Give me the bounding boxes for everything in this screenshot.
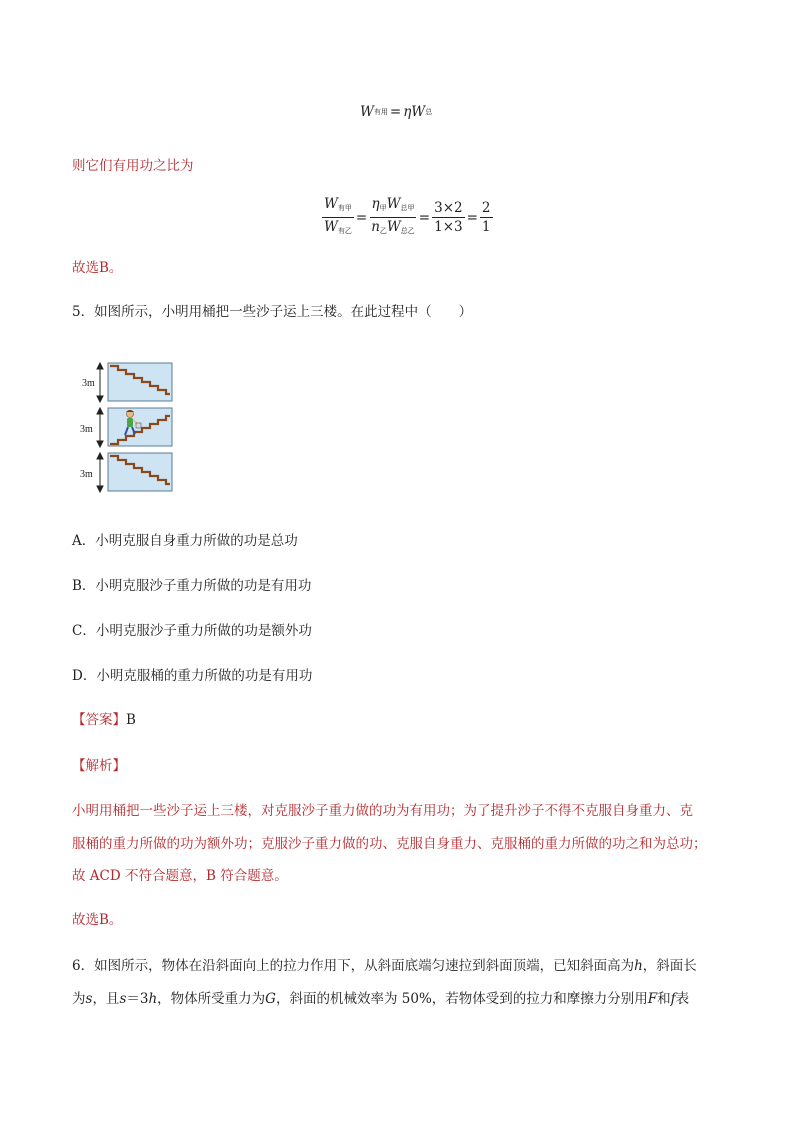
answer-value: B <box>126 712 136 728</box>
option-c[interactable]: C．小明克服沙子重力所做的功是额外功 <box>72 623 312 639</box>
option-b[interactable]: B．小明克服沙子重力所做的功是有用功 <box>72 578 312 594</box>
floor-label: 3m <box>80 469 93 480</box>
formula-sub: 有用 <box>373 108 388 116</box>
analysis-label: 【解析】 <box>72 758 126 774</box>
q6-var: h <box>148 991 158 1007</box>
floor-label: 3m <box>82 378 95 389</box>
question-6-line-1 <box>72 956 697 976</box>
fraction-1 <box>322 196 354 239</box>
formula-var: W <box>324 196 338 212</box>
option-d[interactable]: D．小明克服桶的重力所做的功是有用功 <box>72 668 313 684</box>
q6-var: G <box>265 991 276 1007</box>
ratio-intro-text: 则它们有用功之比为 <box>72 158 194 174</box>
equals-sign: = <box>355 209 368 226</box>
q6-text: ，物体所受重力为 <box>157 991 266 1007</box>
analysis-line-3: 故 ACD 不符合题意，B 符合题意。 <box>72 868 288 884</box>
analysis-line-2: 服桶的重力所做的功为额外功；克服沙子重力做的功、克服自身重力、克服桶的重力所做的功之和为总功； <box>72 836 707 852</box>
q6-var: h <box>634 958 643 974</box>
q6-text: ，斜面长 <box>642 958 697 974</box>
fraction-denominator: 1 <box>481 219 491 235</box>
formula-sub: 甲 <box>379 204 387 212</box>
equals-sign: = <box>418 209 431 226</box>
formula-var: n <box>371 219 380 235</box>
formula-sub: 有甲 <box>337 204 352 212</box>
formula-var: W <box>360 104 374 120</box>
q6-var: s <box>85 991 93 1007</box>
q6-var: s <box>119 991 127 1007</box>
formula-sub: 总 <box>425 108 433 116</box>
equals-sign: = <box>389 104 402 120</box>
floor-panel-bottom <box>108 453 172 491</box>
q6-text: 表 <box>675 991 690 1007</box>
staircase-figure <box>78 360 178 496</box>
formula-var: η <box>403 104 412 120</box>
q6-text: 和 <box>657 991 671 1007</box>
floor-label: 3m <box>80 424 93 435</box>
fraction-denominator: 1×3 <box>434 219 463 235</box>
fraction-numerator: 2 <box>481 200 491 216</box>
q6-text: ，斜面的机械效率为 50%，若物体受到的拉力和摩擦力分别用 <box>275 991 648 1007</box>
formula-var: W <box>386 219 401 235</box>
formula-sub: 乙 <box>379 227 387 235</box>
fraction-3 <box>432 200 465 235</box>
formula-var: W <box>411 104 426 120</box>
q6-var: f <box>670 991 676 1007</box>
answer-label: 【答案】 <box>72 712 126 728</box>
answer-choice-b: 故选B。 <box>72 260 123 276</box>
formula-ratio <box>322 196 493 239</box>
q6-text: 为 <box>72 991 86 1007</box>
formula-useful-work <box>360 104 432 120</box>
fraction-numerator: 3×2 <box>434 200 463 216</box>
floor-panel-top <box>108 363 172 401</box>
question-6-line-2 <box>72 989 689 1009</box>
formula-var: W <box>324 219 338 235</box>
formula-var: W <box>386 196 401 212</box>
equals-sign: = <box>466 209 478 226</box>
formula-var: η <box>371 196 380 212</box>
q6-var: F <box>647 991 658 1007</box>
analysis-line-1: 小明用桶把一些沙子运上三楼，对克服沙子重力做的功为有用功；为了提升沙子不得不克服自身重力、克 <box>72 803 693 819</box>
formula-sub: 总甲 <box>400 204 415 212</box>
formula-sub: 总乙 <box>400 227 415 235</box>
fraction-2 <box>369 196 417 239</box>
q6-text: 6．如图所示，物体在沿斜面向上的拉力作用下，从斜面底端匀速拉到斜面顶端，已知斜面高为 <box>72 958 635 974</box>
q6-text: ，且 <box>92 991 120 1007</box>
conclusion: 故选B。 <box>72 912 123 928</box>
formula-sub: 有乙 <box>337 227 352 235</box>
q6-text: ＝3 <box>126 991 149 1007</box>
fraction-4 <box>480 200 493 235</box>
floor-panel-middle <box>108 408 172 446</box>
answer-line <box>72 710 136 730</box>
question-5-stem: 5．如图所示，小明用桶把一些沙子运上三楼。在此过程中（ ） <box>72 304 473 320</box>
height-arrows <box>97 363 103 492</box>
option-a[interactable]: A．小明克服自身重力所做的功是总功 <box>72 533 298 549</box>
